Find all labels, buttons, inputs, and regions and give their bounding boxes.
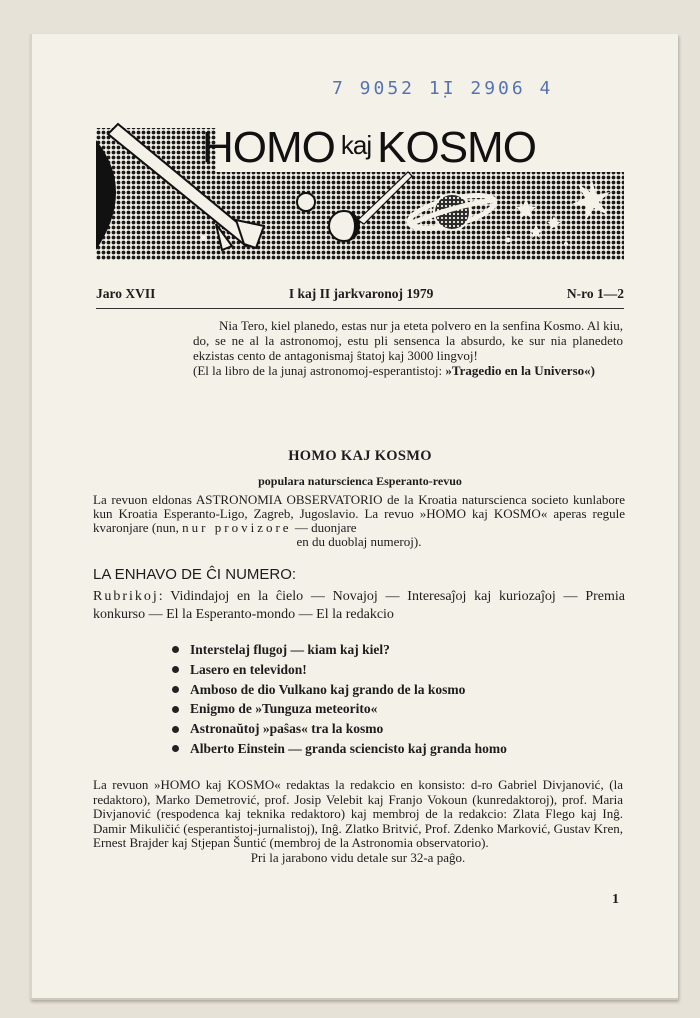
intro-text: La revuon eldonas ASTRONOMIA OBSERVATORIO de la Kroatia natursciencа societo kunlabore kun Kroatia Esperanto-Ligo, Zagreb, Jugoslavio. La revuo »HOMO kaj KOSMO« aperas regule kvaronjare (nun, (93, 492, 625, 535)
section-title: HOMO KAJ KOSMO (288, 448, 432, 464)
epigraph-source-title: »Tragedio en la Universo«) (445, 363, 595, 378)
editorial-last: Pri la jarabono vidu detale sur 32-a paĝo. (250, 849, 466, 865)
list-item (172, 719, 592, 739)
section-subtitle: popularа natursciencа Esperanto-revuo (258, 474, 462, 488)
intro-after: — duonjare (291, 520, 357, 535)
rubrikoj-text: : Vidindajoj en la ĉielo — Novajoj — Interesaĵoj kaj kuriozaĵoj — Premia konkurso — El la Esperanto-mondo — El la redakcio (93, 589, 625, 622)
article-title: Alberto Einstein — granda sciencisto kaj granda homo (190, 740, 507, 756)
list-item (172, 680, 592, 700)
editorial-board (93, 778, 623, 866)
epigraph (193, 318, 623, 378)
article-title: Lasero en televidon! (190, 661, 307, 677)
header-rule (96, 308, 624, 309)
page-number: 1 (612, 892, 619, 907)
inventory-stamp: 7 9052 1̣I 2906 4 (332, 78, 554, 99)
intro-spaced: nur provizore (182, 520, 292, 535)
article-title: Astronaŭtoj »paŝas« tra la kosmo (190, 721, 384, 737)
issue-date: I kaj II jarkvaronoj 1979 (288, 286, 434, 301)
bullet-icon (172, 646, 179, 653)
issue-line (96, 286, 624, 302)
article-title: Amboso de dio Vulkano kaj grando de la kosmo (190, 681, 466, 697)
contents-heading: LA ENHAVO DE ĈI NUMERO: (93, 566, 297, 583)
epigraph-text: Nia Tero, kiel planedo, estas nur ja eteta polvero en la senfina Kosmo. Al kiu, do, se ne al la astronomoj, estu pli sensenca la absurdo, ke sur nia planedeto ekzistas cento de antagonismaj ŝtatoj kaj 3000 lingvoj! (193, 318, 623, 363)
issue-volume: Jaro XVII (96, 286, 156, 301)
masthead-title (202, 123, 536, 172)
epigraph-source (193, 363, 623, 378)
publisher-intro (93, 493, 625, 549)
bullet-icon (172, 686, 179, 693)
title-kosmo: KOSMO (377, 123, 536, 172)
article-title: Interstelaj flugoj — kiam kaj kiel? (190, 642, 390, 657)
title-kaj: kaj (340, 130, 372, 160)
epigraph-source-prefix: (El la libro de la junaj astronomoj-esperantistoj: (193, 363, 446, 378)
bullet-icon (172, 745, 179, 752)
rubrikoj-label: Rubrikoj (93, 589, 159, 604)
bullet-icon (172, 706, 179, 713)
intro-last: en du duoblaj numeroj). (296, 534, 422, 549)
issue-number: N-ro 1—2 (566, 286, 624, 301)
list-item (172, 739, 592, 759)
masthead (96, 120, 624, 260)
rubrikoj (93, 588, 625, 624)
small-planet-icon (297, 193, 315, 211)
list-item (172, 699, 592, 719)
article-title: Enigmo de »Tunguza meteorito« (190, 701, 378, 717)
editorial-text: La revuon »HOMO kaj KOSMO« redaktas la redakcio en konsisto: d-ro Gabriel Divjanović, (la redaktoro), Marko Demetrović, prof. Josip Velebit kaj Franjo Vokoun (kunredaktoroj), prof. Maria Divjanović (respodenca kaj teknika redaktoro) kaj membroj de la redakcio: Zlata Flego kaj Inĝ. Damir Mikuličić (esperantistoj-jurnalistoj), Inĝ. Zlatko Britvić, Prof. Zdenko Marković, Gustav Kren, Ernest Brajder kaj Stjepan Šuntić (membroj de la Astronomia observatorio). (93, 777, 623, 851)
article-list (172, 640, 592, 759)
bullet-icon (172, 726, 179, 733)
list-item (172, 660, 592, 680)
moon-icon (329, 211, 359, 241)
list-item (172, 640, 592, 660)
bullet-icon (172, 666, 179, 673)
title-homo: HOMO (202, 123, 335, 172)
